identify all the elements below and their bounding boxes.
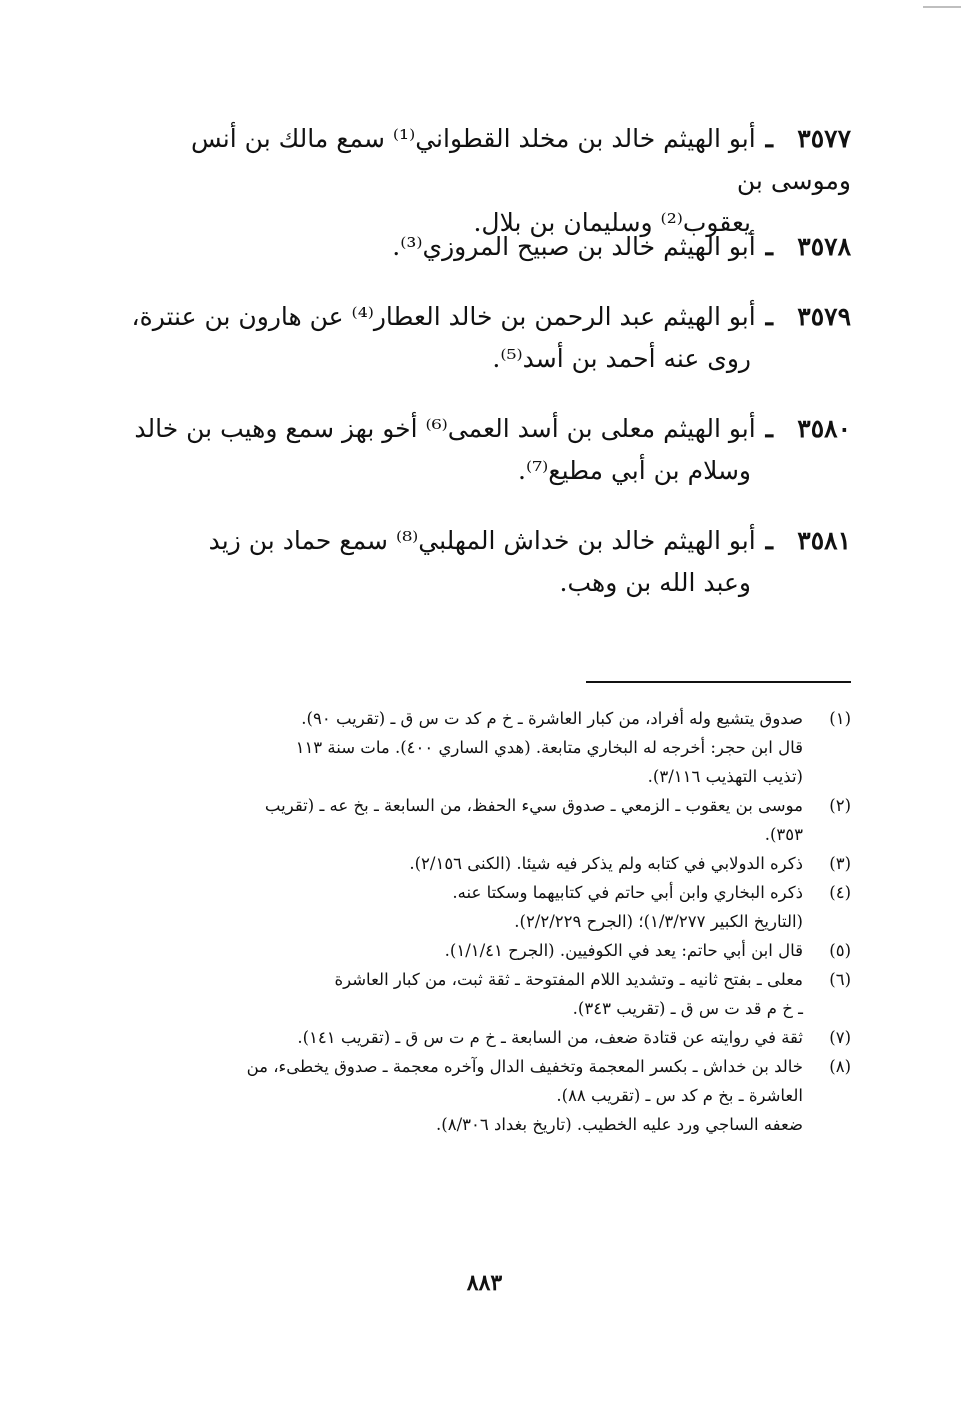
entry-text-line2: وسلام بن أبي مطيع⁽⁷⁾. (518, 456, 751, 485)
footnote-line: قال ابن حجر: أخرجه له البخاري متابعة. (هدي الساري ٤٠٠). مات سنة ١١٣ (295, 738, 803, 757)
entry-dash: ـ (765, 232, 773, 261)
footnote-text (118, 878, 803, 936)
footnote-text (118, 936, 803, 965)
footnote-line: صدوق يتشيع وله أفراد، من كبار العاشرة ـ خ م كد ت س ق ـ (تقريب ٩٠). (301, 709, 803, 728)
footnote-number: (١) (829, 709, 851, 728)
entry-text-line1: أبو الهيثم خالد بن خداش المهلبي⁽⁸⁾ سمع حماد بن زيد (208, 526, 756, 555)
footnote-separator (586, 681, 851, 683)
footnote-line: معلى ـ بفتح ثانيه ـ وتشديد اللام المفتوحة ـ ثقة ثبت، من كبار العاشرة (334, 970, 803, 989)
footnote-line: موسى بن يعقوب ـ الزمعي ـ صدوق سيء الحفظ، من السابعة ـ بخ عه ـ (تقريب (264, 796, 803, 815)
footnotes (118, 704, 851, 1139)
entry-number: ٣٥٧٧ (797, 124, 851, 153)
footnote-line: ثقة في روايته عن قتادة ضعف، من السابعة ـ خ م ت س ق ـ (تقريب ١٤١). (297, 1028, 803, 1047)
footnote-5 (118, 936, 851, 965)
entry-3578 (120, 226, 851, 268)
footnote-line: ضعفه الساجي ورد عليه الخطيب. (تاريخ بغداد ٨/٣٠٦). (436, 1115, 803, 1134)
footnote-text (118, 849, 803, 878)
entry-text-line1: أبو الهيثم عبد الرحمن بن خالد العطار⁽⁴⁾ عن هارون بن عنترة، (131, 302, 756, 331)
entry-number: ٣٥٧٨ (797, 232, 851, 261)
footnote-3 (118, 849, 851, 878)
footnote-line: (تذيب التهذيب ٣/١١٦). (647, 767, 803, 786)
footnote-line: ـ خ م قد ت س ق ـ (تقريب ٣٤٣). (572, 999, 803, 1018)
entry-dash: ـ (765, 302, 773, 331)
footnote-text (118, 704, 803, 791)
entry-dash: ـ (765, 414, 773, 443)
footnote-number: (٤) (829, 883, 851, 902)
footnote-1 (118, 704, 851, 791)
footnote-2 (118, 791, 851, 849)
footnote-line: ذكره الدولابي في كتابه ولم يذكر فيه شيئا. (الكنى ٢/١٥٦). (409, 854, 803, 873)
entry-text-line2: روى عنه أحمد بن أسد⁽⁵⁾. (492, 344, 751, 373)
scan-edge-mark (923, 6, 961, 8)
footnote-8 (118, 1052, 851, 1139)
footnote-line: العاشرة ـ بخ م كد س ـ (تقريب ٨٨). (556, 1086, 803, 1105)
footnote-line: ٣٥٣). (764, 825, 803, 844)
entry-number: ٣٥٨٠ (797, 414, 851, 443)
entry-number: ٣٥٧٩ (797, 302, 851, 331)
entry-3581 (120, 520, 851, 604)
page-number: ٨٨٣ (466, 1270, 503, 1296)
footnote-number: (٦) (829, 970, 851, 989)
footnote-number: (٥) (829, 941, 851, 960)
footnote-number: (٢) (829, 796, 851, 815)
footnote-6 (118, 965, 851, 1023)
entry-dash: ـ (765, 526, 773, 555)
entry-text-line2: وعبد الله بن وهب. (559, 568, 751, 597)
footnote-text (118, 791, 803, 849)
footnote-line: خالد بن خداش ـ بكسر المعجمة وتخفيف الدال وآخره معجمة ـ صدوق يخطىء، من (246, 1057, 803, 1076)
footnote-text (118, 1052, 803, 1139)
footnote-number: (٧) (829, 1028, 851, 1047)
footnote-number: (٨) (829, 1057, 851, 1076)
footnote-text (118, 1023, 803, 1052)
entry-text-line1: أبو الهيثم خالد بن صبيح المروزي⁽³⁾. (392, 232, 756, 261)
entry-number: ٣٥٨١ (797, 526, 851, 555)
entry-3580 (120, 408, 851, 492)
entry-text-line1: أبو الهيثم خالد بن مخلد القطواني⁽¹⁾ سمع مالك بن أنس وموسى بن (190, 124, 851, 195)
entry-text-line1: أبو الهيثم معلى بن أسد العمى⁽⁶⁾ أخو بهز سمع وهيب بن خالد (134, 414, 756, 443)
footnote-line: (التاريخ الكبير ١/٣/٢٧٧)؛ (الجرح ٢/٢/٢٢٩). (514, 912, 803, 931)
footnote-number: (٣) (829, 854, 851, 873)
footnote-text (118, 965, 803, 1023)
footnote-line: ذكره البخاري وابن أبي حاتم في كتابيهما وسكتا عنه. (452, 883, 803, 902)
entry-text-line2: يعقوب⁽²⁾ وسليمان بن بلال. (473, 208, 751, 237)
entry-dash: ـ (765, 124, 773, 153)
footnote-4 (118, 878, 851, 936)
footnote-line: قال ابن أبي حاتم: يعد في الكوفيين. (الجرح ١/١/٤١). (444, 941, 803, 960)
footnote-7 (118, 1023, 851, 1052)
entry-3579 (120, 296, 851, 380)
